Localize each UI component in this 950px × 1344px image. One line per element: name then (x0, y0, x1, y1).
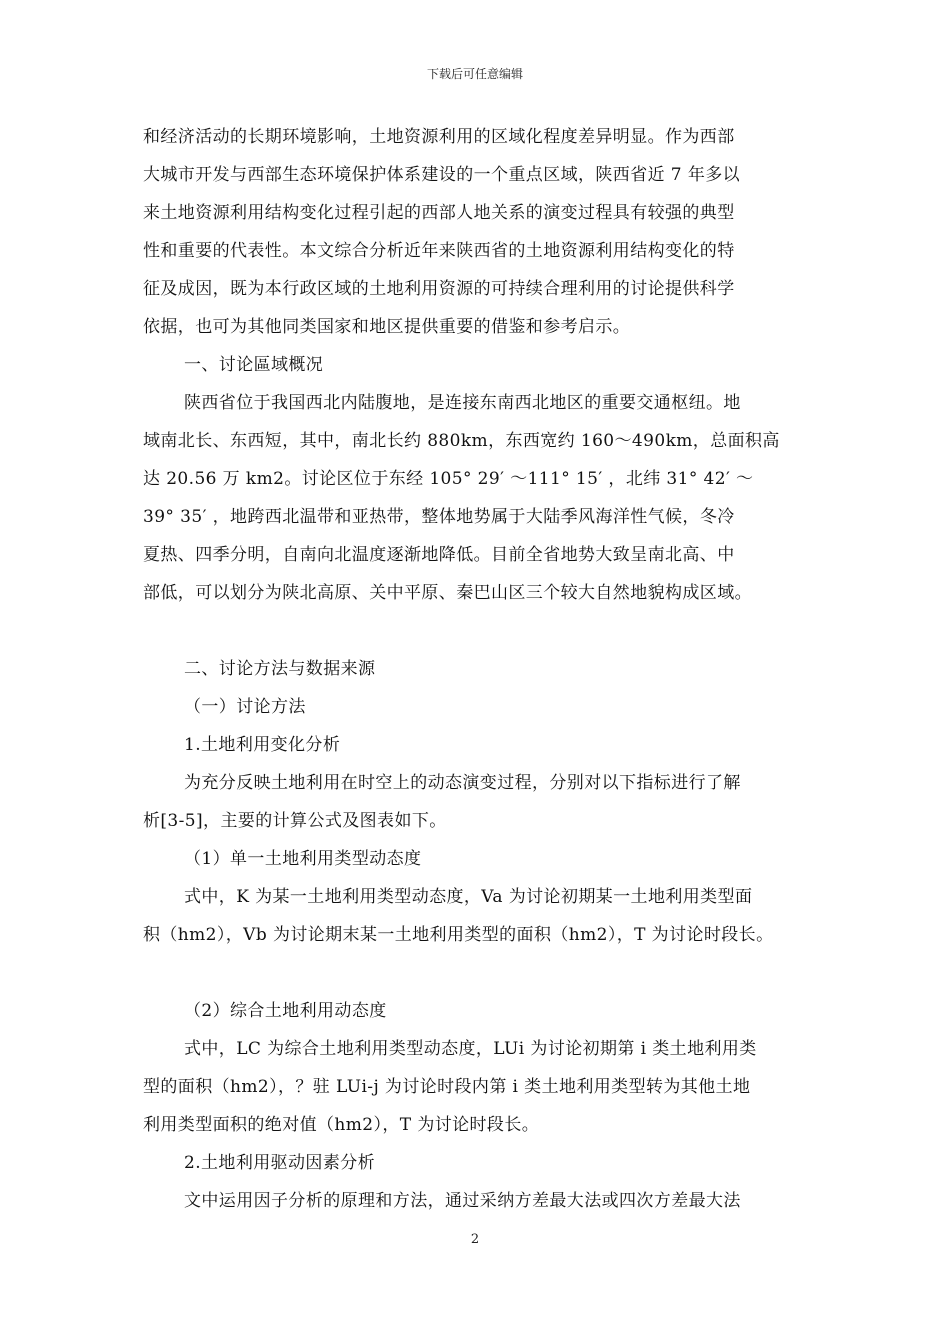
page-number: 2 (470, 1232, 480, 1247)
body-line: 来土地资源利用结构变化过程引起的西部人地关系的演变过程具有较强的典型 (143, 203, 735, 223)
section-heading: 二、讨论方法与数据来源 (184, 659, 376, 679)
subsection-heading: 1.土地利用变化分析 (184, 735, 341, 755)
subsection-heading: 2.土地利用驱动因素分析 (184, 1153, 376, 1173)
body-line: 性和重要的代表性。本文综合分析近年来陕西省的土地资源利用结构变化的特 (143, 241, 735, 261)
body-line: 利用类型面积的绝对值（hm2），T 为讨论时段长。 (143, 1115, 540, 1135)
body-line: 征及成因，既为本行政区域的土地利用资源的可持续合理利用的讨论提供科学 (143, 279, 735, 299)
body-line: 积（hm2），Vb 为讨论期末某一土地利用类型的面积（hm2），T 为讨论时段长。 (143, 925, 774, 945)
blank-line (143, 954, 817, 992)
body-line: 达 20.56 万 km2。讨论区位于东经 105° 29′ ～111° 15′ ，北纬 31° 42′ ～ (143, 469, 754, 489)
page-header: 下载后可任意编辑 (426, 67, 523, 81)
body-line: 文中运用因子分析的原理和方法，通过采纳方差最大法或四次方差最大法 (184, 1191, 741, 1211)
body-line: 析[3-5]，主要的计算公式及图表如下。 (143, 811, 447, 831)
body-line: 39° 35′ ，地跨西北温带和亚热带，整体地势属于大陆季风海洋性气候，冬冷 (143, 507, 735, 527)
subsection-heading: （1）单一土地利用类型动态度 (184, 849, 422, 869)
body-line: 为充分反映土地利用在时空上的动态演变过程，分别对以下指标进行了解 (184, 773, 741, 793)
subsection-heading: （一）讨论方法 (184, 697, 306, 717)
document-body (143, 118, 817, 1220)
body-line: 夏热、四季分明，自南向北温度逐渐地降低。目前全省地势大致呈南北高、中 (143, 545, 735, 565)
body-line: 式中，LC 为综合土地利用类型动态度，LUi 为讨论初期第 i 类土地利用类 (184, 1039, 757, 1059)
blank-line (143, 612, 817, 650)
body-line: 型的面积（hm2），？驻 LUi-j 为讨论时段内第 i 类土地利用类型转为其他土地 (143, 1077, 751, 1097)
body-line: 域南北长、东西短，其中，南北长约 880km，东西宽约 160～490km，总面积高 (143, 431, 780, 451)
body-line: 陕西省位于我国西北内陆腹地，是连接东南西北地区的重要交通枢纽。地 (184, 393, 741, 413)
body-line: 部低，可以划分为陕北高原、关中平原、秦巴山区三个较大自然地貌构成区域。 (143, 583, 752, 603)
body-line: 和经济活动的长期环境影响，土地资源利用的区域化程度差异明显。作为西部 (143, 127, 735, 147)
body-line: 式中，K 为某一土地利用类型动态度，Va 为讨论初期某一土地利用类型面 (184, 887, 753, 907)
section-heading: 一、讨论區域概况 (184, 355, 324, 375)
body-line: 依据，也可为其他同类国家和地区提供重要的借鉴和参考启示。 (143, 317, 631, 337)
subsection-heading: （2）综合土地利用动态度 (184, 1001, 387, 1021)
body-line: 大城市开发与西部生态环境保护体系建设的一个重点区域，陕西省近 7 年多以 (143, 165, 741, 185)
